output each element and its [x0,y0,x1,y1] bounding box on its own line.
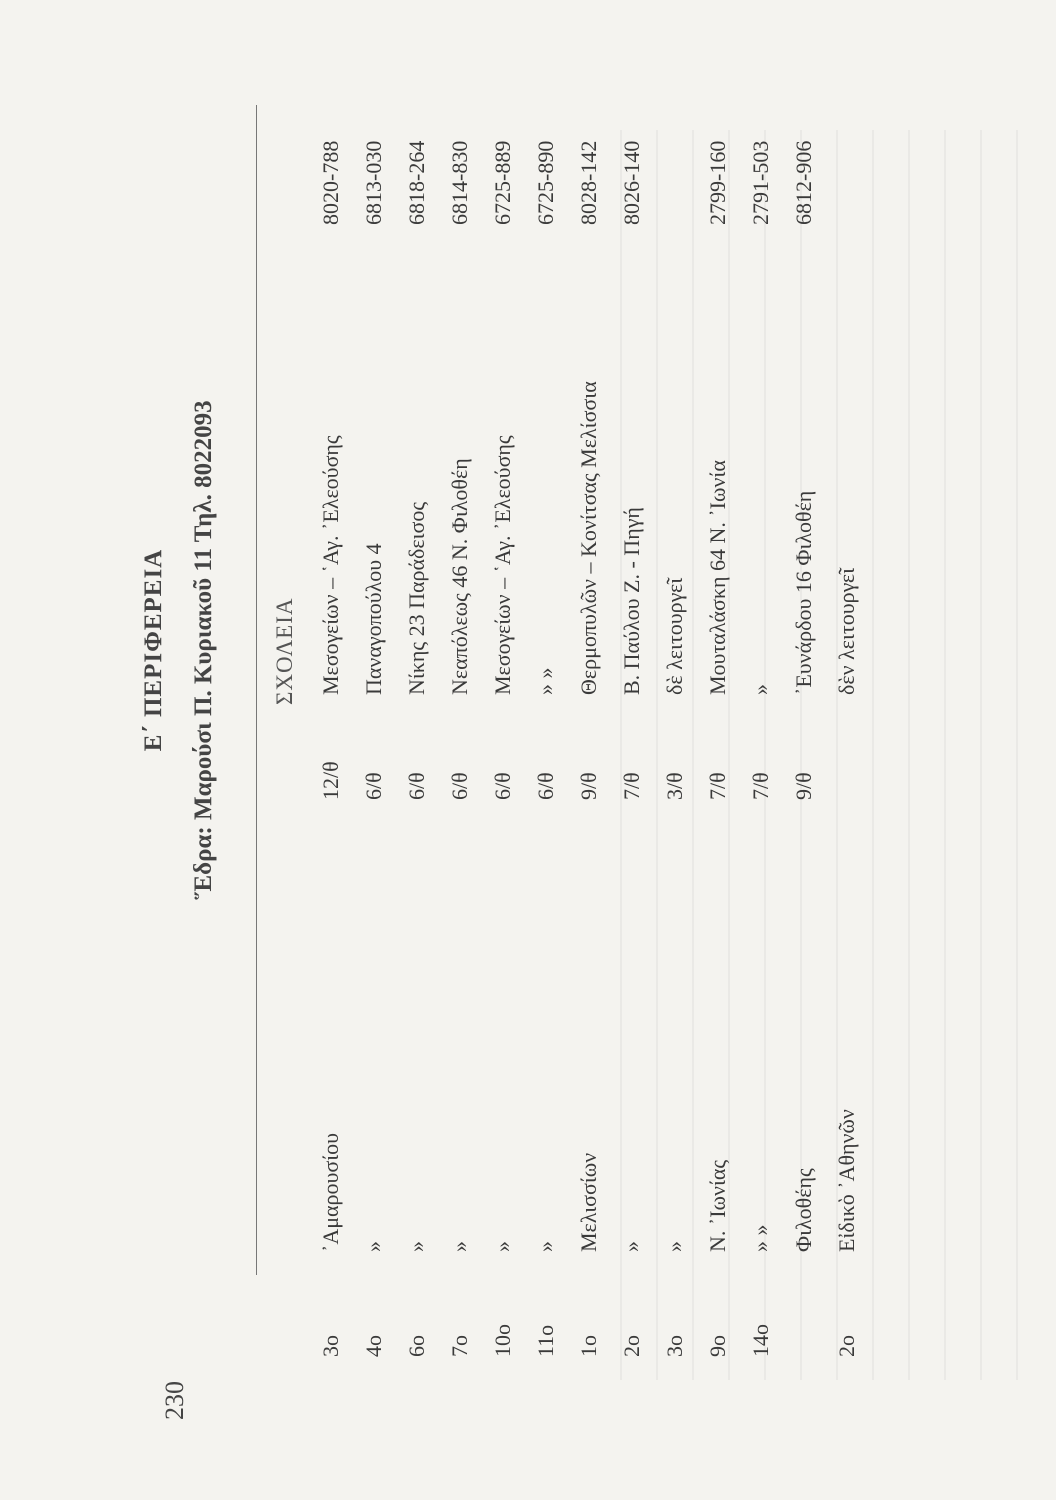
school-number: 7ο [447,1335,472,1357]
class-count: 6/θ [533,772,558,800]
school-number: 9ο [705,1335,730,1357]
school-phone: 6813-030 [361,140,386,225]
class-count: 6/θ [361,772,386,800]
class-count: 7/θ [748,772,773,800]
class-count: 3/θ [662,772,687,800]
class-count: 12/θ [318,761,343,800]
school-address: Παναγοπούλου 4 [361,543,386,695]
school-location: » » [748,1224,773,1252]
school-address: Μεσογείων – ῾Αγ. ᾿Ελεούσης [490,435,515,695]
school-address: ᾿Ευνάρδου 16 Φιλοθέη [791,490,816,695]
school-location: » [447,1241,472,1252]
school-phone: 6725-890 [533,140,558,225]
school-number: 4ο [361,1335,386,1357]
table-row [318,0,356,1500]
school-number: 3ο [318,1335,343,1357]
school-number: 3ο [662,1335,687,1357]
class-count: 7/θ [619,772,644,800]
school-address: δὲ λειτουργεῖ [662,577,687,695]
table-row [834,0,872,1500]
school-phone: 8026-140 [619,140,644,225]
table-row [748,0,786,1500]
class-count: 7/θ [705,772,730,800]
school-number: 6ο [404,1335,429,1357]
school-number: 10ο [490,1324,515,1357]
school-location: » [619,1241,644,1252]
divider [256,105,257,1275]
school-phone: 2791-503 [748,140,773,225]
school-location: Μελισσίων [576,1152,601,1252]
school-number: 1ο [576,1335,601,1357]
school-address: Θερμοπυλῶν – Κονίτσας Μελίσσια [576,381,601,695]
table-row [705,0,743,1500]
page-number: 230 [160,1381,189,1420]
page-subtitle: Ἕδρα: Μαρούσι Π. Κυριακοῦ 11 Τηλ. 8022093 [190,400,217,900]
school-phone: 8028-142 [576,140,601,225]
table-row [490,0,528,1500]
class-count: 6/θ [404,772,429,800]
school-location: Ν. ᾿Ιωνίας [705,1159,730,1252]
school-location: ᾿Αμαρουσίου [318,1132,343,1252]
table-row [662,0,700,1500]
school-location: Εἰδικὸ ᾿Αθηνῶν [834,1109,859,1252]
class-count: 6/θ [447,772,472,800]
school-address: » » [533,667,558,695]
school-address: » [748,684,773,695]
school-location: » [533,1241,558,1252]
table-row [533,0,571,1500]
school-phone: 2799-160 [705,140,730,225]
table-row [619,0,657,1500]
school-location: » [490,1241,515,1252]
section-label: ΣΧΟΛΕΙΑ [272,597,297,705]
table-row [447,0,485,1500]
school-phone: 6812-906 [791,140,816,225]
school-location: » [404,1241,429,1252]
table-row [576,0,614,1500]
class-count: 9/θ [576,772,601,800]
school-location: » [361,1241,386,1252]
table-row [361,0,399,1500]
school-address: Μεσογείων – ῾Αγ. ᾿Ελεούσης [318,435,343,695]
school-address: δὲν λειτουργεῖ [834,567,859,695]
school-phone: 6818-264 [404,140,429,225]
school-address: Β. Παύλου Ζ. - Πηγή [619,507,644,695]
school-phone: 6814-830 [447,140,472,225]
school-phone: 6725-889 [490,140,515,225]
table-row [404,0,442,1500]
school-address: Μουταλάσκη 64 Ν. ᾿Ιωνία [705,460,730,695]
school-phone: 8020-788 [318,140,343,225]
school-address: Νίκης 23 Παράδεισος [404,501,429,695]
school-location: » [662,1241,687,1252]
school-location: Φιλοθέης [791,1168,816,1252]
school-number: 11ο [533,1324,558,1357]
school-number: 14ο [748,1324,773,1357]
school-number: 2ο [619,1335,644,1357]
class-count: 6/θ [490,772,515,800]
class-count: 9/θ [791,772,816,800]
school-address: Νεαπόλεως 46 Ν. Φιλοθέη [447,458,472,695]
school-number: 2ο [834,1335,859,1357]
page-title: Ε΄ ΠΕΡΙΦΕΡΕΙΑ [140,548,167,752]
table-row [791,0,829,1500]
